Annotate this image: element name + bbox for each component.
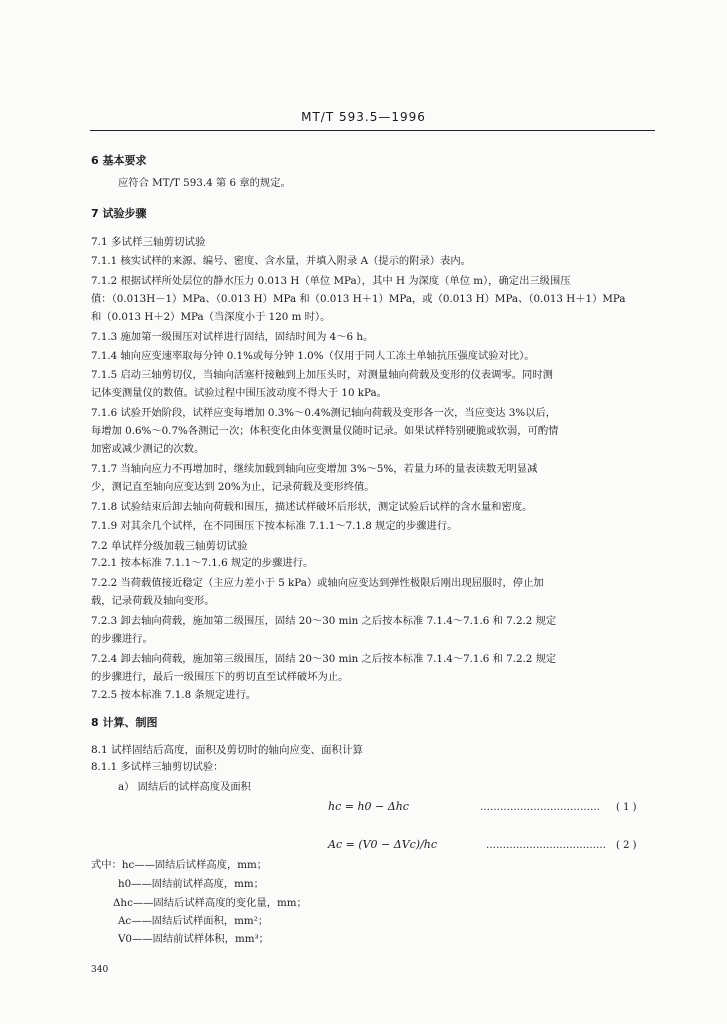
section-heading: 6 基本要求 <box>91 154 147 167</box>
text-line: 7.2.3 卸去轴向荷载，施加第二级围压，固结 20～30 min 之后按本标准 7.1.4～7.1.6 和 7.2.2 规定 <box>91 615 557 627</box>
text-line: 记体变测量仪的数值。试验过程中围压波动度不得大于 10 kPa。 <box>91 387 387 399</box>
text-line: 7.2.2 当荷载值接近稳定（主应力差小于 5 kPa）或轴向应变达到弹性极限后刚出现屈服时，停止加 <box>91 577 544 589</box>
text-line: 7.1.8 试验结束后卸去轴向荷载和围压，描述试样破坏后形状，测定试验后试样的含水量和密度。 <box>91 501 533 513</box>
equation-2: Ac = (V0 − ΔVc)/hc <box>328 838 438 851</box>
equation-1: hc = h0 − Δhc <box>328 800 409 813</box>
subsection-heading: 7.1 多试样三轴剪切试验 <box>91 236 206 248</box>
page-header: MT/T 593.5—1996 <box>301 110 426 124</box>
text-line: 7.1.5 启动三轴剪切仪，当轴向活塞杆接触到上加压头时，对测量轴向荷载及变形的仪表调零。同时测 <box>91 369 553 381</box>
equation-1-number: ( 1 ) <box>616 802 637 813</box>
text-line: 7.2.4 卸去轴向荷载，施加第三级围压，固结 20～30 min 之后按本标准 7.1.4～7.1.6 和 7.2.2 规定 <box>91 653 557 665</box>
equation-2-leader: ……………………………… <box>486 840 606 851</box>
equation-2-number: ( 2 ) <box>616 840 637 851</box>
definition-line: h0——固结前试样高度，mm； <box>118 878 264 890</box>
text-line: 8.1.1 多试样三轴剪切试验： <box>91 761 224 773</box>
definition-line: V0——固结前试样体积，mm³； <box>118 933 269 945</box>
text-line: 的步骤进行，最后一级围压下的剪切直至试样破坏为止。 <box>91 671 349 683</box>
page-number: 340 <box>91 965 109 975</box>
text-line: 7.1.7 当轴向应力不再增加时，继续加载到轴向应变增加 3%～5%，若量力环的量表读数无明显减 <box>91 463 538 475</box>
text-line: 7.2.5 按本标准 7.1.8 条规定进行。 <box>91 689 257 701</box>
subsection-heading: 8.1 试样固结后高度，面积及剪切时的轴向应变、面积计算 <box>91 744 364 756</box>
text-line: 载，记录荷载及轴向变形。 <box>91 595 215 607</box>
subsection-heading: 7.2 单试样分级加载三轴剪切试验 <box>91 540 248 552</box>
text-line: 少，测记直至轴向应变达到 20%为止，记录荷载及变形终值。 <box>91 481 375 493</box>
header-rule <box>90 130 655 131</box>
text-line: a） 固结后的试样高度及面积 <box>118 781 251 793</box>
text-line: 7.1.1 核实试样的来源、编号、密度、含水量，并填入附录 A（提示的附录）表内。 <box>91 255 471 267</box>
definition-line: 式中：hc——固结后试样高度，mm； <box>91 859 268 871</box>
text-line: 7.1.2 根据试样所处层位的静水压力 0.013 H（单位 MPa），其中 H 为深度（单位 m），确定出三级围压 <box>91 275 571 287</box>
definition-line: Δhc——固结后试样高度的变化量，mm； <box>113 897 307 909</box>
text-line: 加密或减少测记的次数。 <box>91 443 205 455</box>
section-heading: 8 计算、制图 <box>91 716 158 729</box>
text-line: 每增加 0.6%～0.7%各测记一次；体积变化由体变测量仪随时记录。如果试样特别硬脆或软弱，可酌情 <box>91 425 559 437</box>
text-line: 应符合 MT/T 593.4 第 6 章的规定。 <box>118 177 291 189</box>
text-line: 7.2.1 按本标准 7.1.1～7.1.6 规定的步骤进行。 <box>91 557 314 569</box>
text-line: 和（0.013 H＋2）MPa（当深度小于 120 m 时）。 <box>91 311 331 323</box>
definition-line: Ac——固结后试样面积，mm²； <box>118 915 269 927</box>
text-line: 7.1.4 轴向应变速率取每分钟 0.1%或每分钟 1.0%（仅用于同人工冻土单轴抗压强度试验对比）。 <box>91 350 535 362</box>
text-line: 7.1.9 对其余几个试样，在不同围压下按本标准 7.1.1～7.1.8 规定的步骤进行。 <box>91 520 458 532</box>
text-line: 7.1.6 试验开始阶段，试样应变每增加 0.3%～0.4%测记轴向荷载及变形各一次，当应变达 3%以后， <box>91 407 557 419</box>
text-line: 的步骤进行。 <box>91 633 153 645</box>
text-line: 值：（0.013H－1）MPa、（0.013 H）MPa 和（0.013 H＋1）MPa，或（0.013 H）MPa、（0.013 H＋1）MPa <box>91 293 626 305</box>
equation-1-leader: ……………………………… <box>480 802 600 813</box>
section-heading: 7 试验步骤 <box>91 207 147 220</box>
text-line: 7.1.3 施加第一级围压对试样进行固结，固结时间为 4～6 h。 <box>91 331 374 343</box>
